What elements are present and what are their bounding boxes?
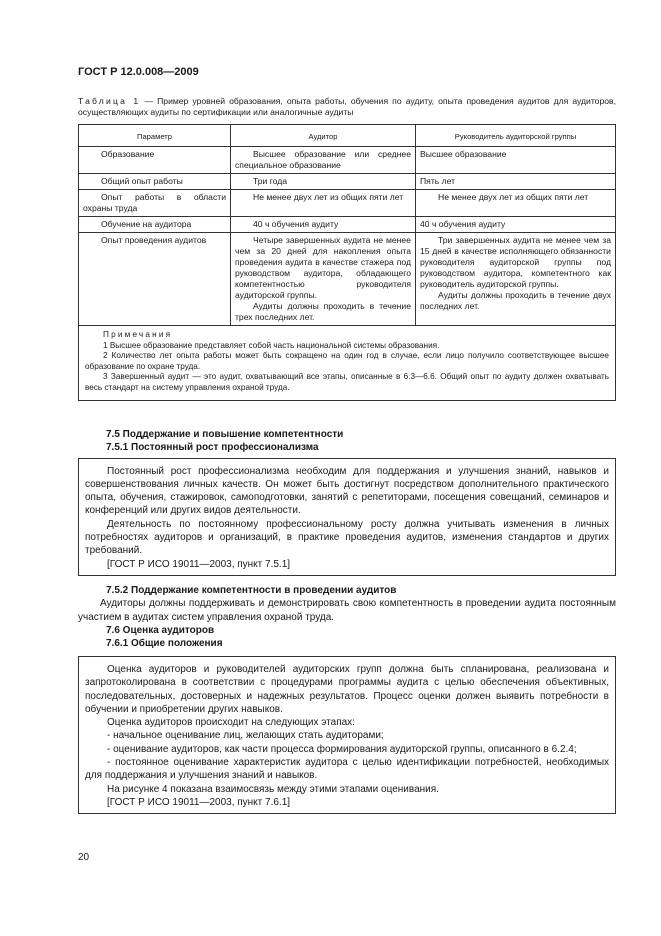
cell-param: Общий опыт работы — [101, 176, 183, 186]
cell-leader: 40 ч обучения аудиту — [420, 219, 506, 229]
box-reference: [ГОСТ Р ИСО 19011—2003, пункт 7.6.1] — [107, 796, 291, 808]
cell-leader: Три завершенных аудита не менее чем за 15 дней в качестве исполняющего обязанности руководителя аудиторской группы под руководством аудитора, компетентного как руководитель аудиторской группы. — [420, 235, 611, 289]
table-row — [79, 174, 616, 190]
cell-auditor: Высшее образование или среднее специальное образование — [235, 149, 411, 170]
note-item: 1 Высшее образование представляет собой часть национальной системы образования. — [103, 340, 440, 350]
quote-box-7-5-1 — [78, 458, 616, 576]
cell-param: Опыт работы в области охраны труда — [83, 192, 226, 213]
section-7-5-2 — [78, 584, 616, 650]
table-row — [79, 233, 616, 326]
table-row — [79, 217, 616, 233]
cell-leader-period: Аудиты должны проходить в течение двух последних лет. — [420, 290, 611, 311]
cell-auditor-period: Аудиты должны проходить в течение трех последних лет. — [235, 301, 411, 322]
cell-leader: Высшее образование — [420, 149, 507, 159]
cell-param: Опыт проведения аудитов — [101, 235, 207, 245]
table-row — [79, 190, 616, 217]
note-item: 3 Завершенный аудит — это аудит, охватывающий все этапы, описанные в 6.3—6.6. Общий опыт по аудиту должен охватывать весь стандарт на систему управления охраной труда. — [85, 372, 609, 392]
section-paragraph: Аудиторы должны поддерживать и демонстрировать свою компетентность в проведении аудита постоянным участием в аудитах систем управления охраной труда. — [78, 598, 616, 623]
box-paragraph: Постоянный рост профессионализма необходим для поддержания и улучшения знаний, навыков и совершенствования личных качеств. Он может быть достигнут посредством дополнительного практического опыта, обучения, стажировок, самоподготовки, занятий с репетиторами, посещения совещаний, семинаров и конференций или других видов деятельности. — [85, 465, 609, 517]
cell-auditor: Три года — [253, 176, 288, 186]
cell-param: Образование — [101, 149, 155, 159]
column-header-parameter: Параметр — [79, 125, 231, 147]
box-list-item: - начальное оценивание лиц, желающих стать аудиторами; — [107, 730, 384, 742]
table-header-row — [79, 125, 616, 147]
box-reference: [ГОСТ Р ИСО 19011—2003, пункт 7.5.1] — [107, 558, 291, 570]
section-heading-7-5-1: 7.5.1 Постоянный рост профессионализма — [106, 442, 319, 454]
table-caption-text: — Пример уровней образования, опыта работы, обучения по аудиту, опыта проведения аудитов для аудиторов, осуществляющих аудиты по сертификации или аналогичные аудиты — [78, 96, 616, 117]
box-paragraph: Деятельность по постоянному профессиональному росту должна учитывать изменения в личных потребностях аудиторов и организаций, в практике проведения аудитов, изменения стандартов и других требований. — [85, 518, 609, 557]
section-heading-7-6: 7.6 Оценка аудиторов — [106, 624, 215, 636]
cell-auditor: 40 ч обучения аудиту — [253, 219, 339, 229]
section-heading-7-5-2: 7.5.2 Поддержание компетентности в проведении аудитов — [106, 585, 397, 596]
cell-param: Обучение на аудитора — [101, 219, 192, 229]
document-header: ГОСТ Р 12.0.008—2009 — [78, 66, 199, 78]
cell-auditor: Не менее двух лет из общих пяти лет — [253, 192, 404, 202]
table-notes-row — [79, 326, 616, 401]
table-row — [79, 147, 616, 174]
table-caption — [78, 96, 616, 118]
box-paragraph: Оценка аудиторов и руководителей аудиторских групп должна быть спланирована, реализована и запротоколирована в соответствии с процедурами программы аудита с целью обеспечения объективных, последовательных, достоверных и надежных результатов. Процесс оценки должен выявить потребности в обучении и приобретении других навыков. — [85, 664, 609, 715]
section-heading-7-6-1: 7.6.1 Общие положения — [106, 638, 223, 650]
section-7-6-1-box — [78, 653, 616, 814]
cell-leader: Не менее двух лет из общих пяти лет — [438, 192, 589, 202]
column-header-leader: Руководитель аудиторской группы — [416, 125, 616, 147]
competence-table — [78, 124, 616, 401]
quote-box-7-6-1 — [78, 656, 616, 814]
section-7-5 — [78, 428, 616, 576]
box-list-item: - оценивание аудиторов, как части процесса формирования аудиторской группы, описанного в 6.2.4; — [107, 743, 577, 755]
notes-title: Примечания — [103, 330, 173, 339]
cell-auditor: Четыре завершенных аудита не менее чем за 20 дней для накопления опыта проведения аудита в качестве стажера под руководством аудитора, обладающего компетентностью руководителя аудиторской группы. — [235, 235, 411, 300]
column-header-auditor: Аудитор — [231, 125, 416, 147]
note-item: 2 Количество лет опыта работы может быть сокращено на один год в случае, если лицо получило соответствующее высшее образование по охране труда. — [85, 351, 609, 371]
box-paragraph: На рисунке 4 показана взаимосвязь между этими этапами оценивания. — [107, 783, 439, 795]
box-list-item: - постоянное оценивание характеристик аудитора с целью идентификации потребностей, необходимых для поддержания и улучшения знаний и навыков. — [85, 757, 609, 782]
box-paragraph: Оценка аудиторов происходит на следующих этапах: — [107, 717, 355, 729]
page-number: 20 — [78, 852, 90, 863]
table-caption-label: Таблица 1 — [78, 96, 141, 106]
cell-leader: Пять лет — [420, 176, 456, 186]
section-heading-7-5: 7.5 Поддержание и повышение компетентности — [106, 429, 344, 440]
